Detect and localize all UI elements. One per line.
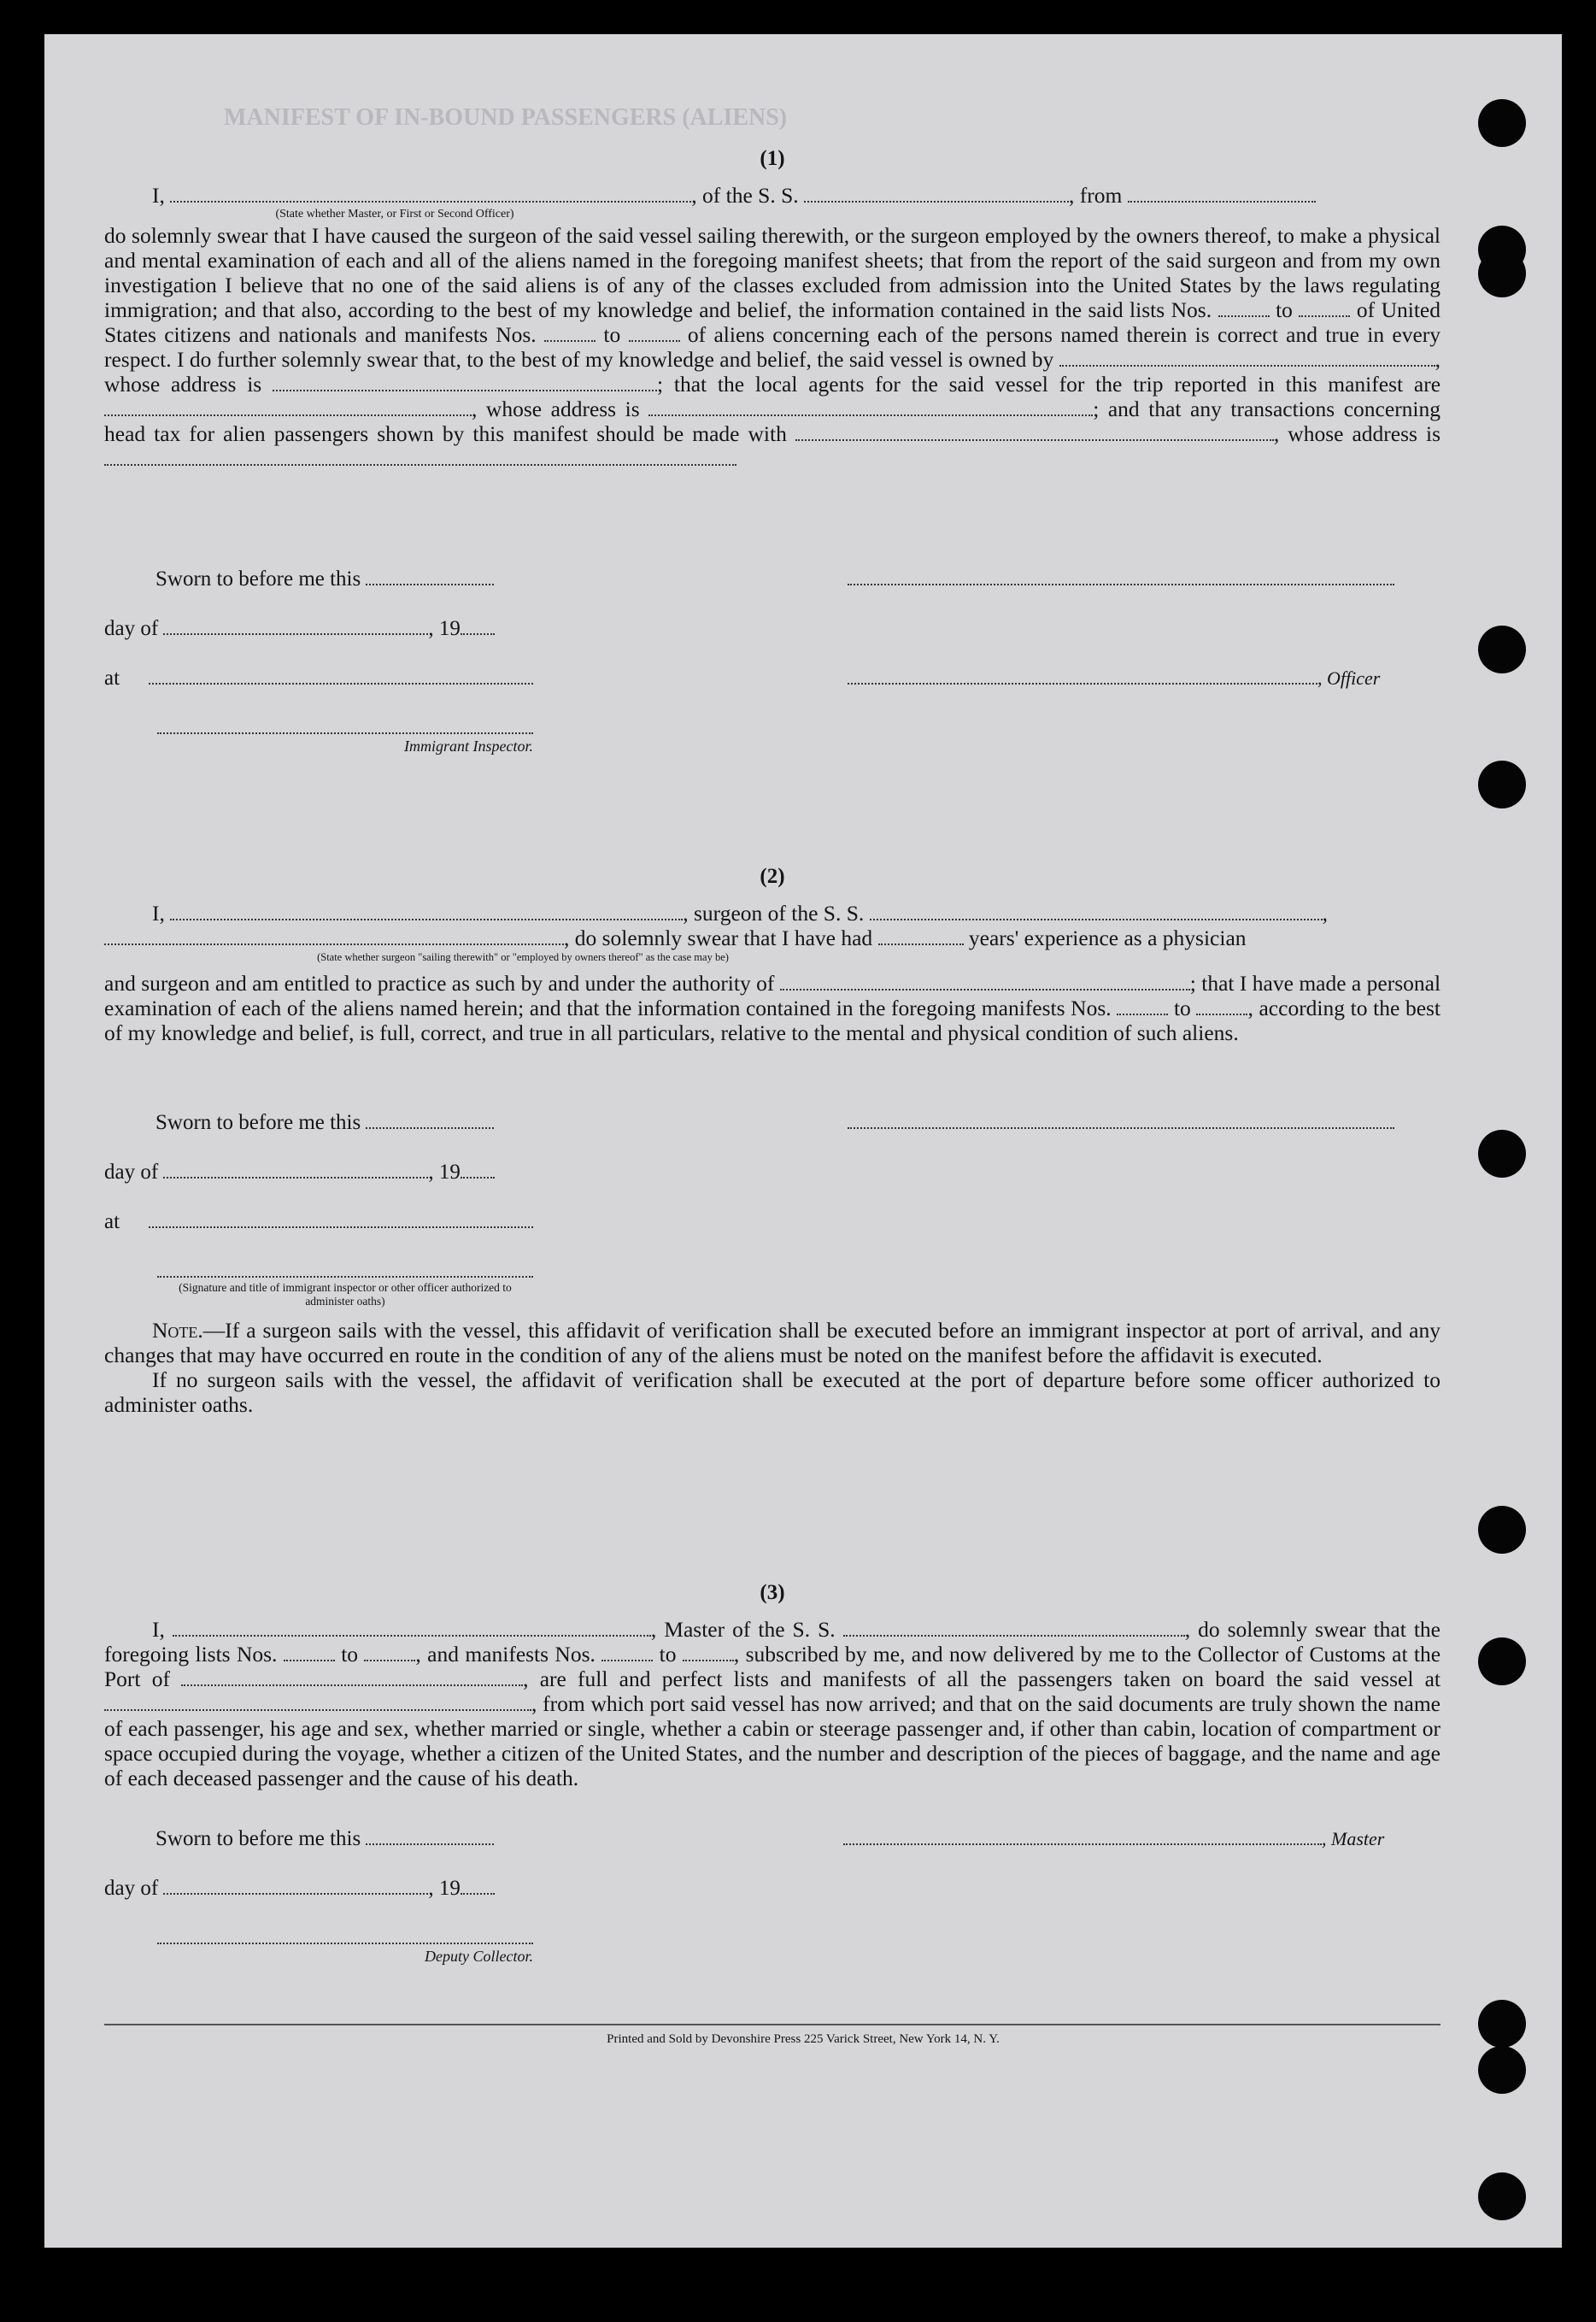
sworn-date-field[interactable] <box>366 1109 494 1129</box>
sworn-date-field[interactable] <box>366 566 494 585</box>
head-tax-address-field[interactable] <box>104 446 736 466</box>
day-field[interactable] <box>163 1159 428 1179</box>
day-of-line: day of , 19 <box>104 1159 495 1185</box>
delivery-lists-to-field[interactable] <box>364 1642 415 1661</box>
punch-hole <box>1478 1637 1526 1685</box>
surgeon-manifests-to-field[interactable] <box>1196 996 1247 1015</box>
lists-from-field[interactable] <box>1218 297 1270 317</box>
punch-hole <box>1478 626 1526 673</box>
sworn-line: Sworn to before me this <box>130 566 494 591</box>
surgeon-status-field[interactable] <box>104 926 564 945</box>
punch-hole <box>1478 1506 1526 1554</box>
section-number: (2) <box>760 865 785 888</box>
signature-caption: (Signature and title of immigrant inspector or other officer authorized to administer oaths) <box>179 1281 512 1308</box>
surgeon-signature-field[interactable] <box>848 1109 1394 1129</box>
affidavit-delivery: (3) I, , Master of the S. S. , do solemnly swear that the foregoing lists Nos. to , and manifests Nos. to , subscribed by me, and now delivered by me to the Collector of Customs at the Port of , are full and perfect lists and manifests of all the passengers taken on board the said vessel at , from which port said vessel has now arrived; and that on the said documents are truly shown the name of each passenger, his age and sex, whether married or single, whether a cabin or steerage passenger and, if other than cabin, location of compartment or space occupied during the voyage, whether a citizen of the United States, and the number and description of the pieces of baggage, and the name and age of each deceased passenger and the cause of his death. <box>104 1581 1441 1790</box>
manifests-from-field[interactable] <box>544 322 596 342</box>
agents-address-field[interactable] <box>648 397 1093 416</box>
agents-field[interactable] <box>104 397 472 416</box>
at-line: at <box>104 1208 533 1234</box>
inspector-caption: Immigrant Inspector. <box>404 738 533 755</box>
officer-name-field[interactable] <box>170 183 691 203</box>
footer-rule <box>104 2024 1441 2025</box>
day-of-line: day of , 19 <box>104 1875 495 1901</box>
day-of-line: day of , 19 <box>104 615 495 641</box>
officer-caption: (State whether Master, or First or Second Officer) <box>275 208 514 220</box>
surgeon-manifests-from-field[interactable] <box>1117 996 1168 1015</box>
punch-hole <box>1478 2046 1526 2094</box>
day-field[interactable] <box>163 1875 428 1895</box>
affidavit-master: (1) I, , of the S. S. , from (State whether Master, or First or Second Officer) do solemnly swear that I have caused the surgeon of the said vessel sailing therewith, or the surgeon employed by the owners thereof, to make a physical and mental examination of each and all of the aliens named in the foregoing manifest sheets; that from the report of the said surgeon and from my own investigation I believe that no one of the said aliens is of any of the classes excluded from admission into the United States by the laws regulating immigration; and that also, according to the best of my knowledge and belief, the information contained in the said lists Nos. to of United States citizens and nationals and manifests Nos. to of aliens concerning each of the persons named therein is correct and true in every respect. I do further solemnly swear that, to the best of my knowledge and belief, the said vessel is owned by , whose address is ; that the local agents for the said vessel for the trip reported in this manifest are , whose address is ; and that any transactions concerning head tax for alien passengers shown by this manifest should be made with , whose address is <box>104 147 1441 471</box>
place-field[interactable] <box>149 1208 533 1228</box>
inspector-signature-field[interactable] <box>157 1258 533 1278</box>
punch-hole <box>1478 761 1526 808</box>
from-port-field[interactable] <box>1128 183 1316 203</box>
master-vessel-field[interactable] <box>843 1617 1185 1637</box>
surgeon-caption: (State whether surgeon "sailing therewith" or "employed by owners thereof" as the case may be) <box>317 951 729 963</box>
port-field[interactable] <box>181 1667 523 1686</box>
master-signature-field[interactable] <box>843 1825 1322 1845</box>
inspector-signature-field[interactable] <box>157 714 533 734</box>
boarded-at-field[interactable] <box>104 1691 531 1711</box>
day-field[interactable] <box>163 615 428 635</box>
delivery-manifests-from-field[interactable] <box>601 1642 653 1661</box>
bleed-through-header: MANIFEST OF IN-BOUND PASSENGERS (ALIENS) <box>224 104 788 131</box>
punch-hole <box>1478 250 1526 297</box>
delivery-manifests-to-field[interactable] <box>683 1642 734 1661</box>
vessel-name-field[interactable] <box>804 183 1069 203</box>
year-field[interactable] <box>461 1875 495 1895</box>
sworn-line: Sworn to before me this <box>130 1109 494 1135</box>
officer-signature-field[interactable] <box>848 566 1394 585</box>
lists-to-field[interactable] <box>1299 297 1350 317</box>
years-field[interactable] <box>878 926 964 945</box>
delivery-lists-from-field[interactable] <box>284 1642 335 1661</box>
owner-field[interactable] <box>1059 347 1435 367</box>
sworn-line: Sworn to before me this <box>130 1825 494 1851</box>
officer-title-field[interactable] <box>848 665 1317 685</box>
punch-hole <box>1478 1130 1526 1178</box>
sworn-date-field[interactable] <box>366 1825 494 1845</box>
collector-signature-field[interactable] <box>157 1925 533 1944</box>
year-field[interactable] <box>461 615 495 635</box>
note-block: Note.—If a surgeon sails with the vessel, this affidavit of verification shall be executed before an immigrant inspector at port of arrival, and any changes that may have occurred en route in the condition of any of the aliens must be noted on the manifest before the affidavit is executed. If no surgeon sails with the vessel, the affidavit of verification shall be executed at the port of departure before some officer authorized to administer oaths. <box>104 1318 1441 1417</box>
at-line: at <box>104 665 533 691</box>
surgeon-name-field[interactable] <box>170 901 683 920</box>
owner-address-field[interactable] <box>273 372 657 391</box>
form-sheet: MANIFEST OF IN-BOUND PASSENGERS (ALIENS) (1) I, , of the S. S. , from (State whether Master, or First or Second Officer) do solemnly swear that I have caused the surgeon of the said vessel sailing therewith, or the surgeon employed by the owners thereof, to make a physical and mental examination of each and all of the aliens named in the foregoing manifest sheets; that from the report of the said surgeon and from my own investigation I believe that no one of the said aliens is of any of the classes excluded from admission into the United States by the laws regulating immigration; and that also, according to the best of my knowledge and belief, the information contained in the said lists Nos. to of United States citizens and nationals and manifests Nos. to of aliens concerning each of the persons named therein is correct and true in every respect. I do further solemnly swear that, to the best of my knowledge and belief, the said vessel is owned by , whose address is ; that the local agents for the said vessel for the trip reported in this manifest are , whose address is ; and that any transactions concerning head tax for alien passengers shown by this manifest should be made with , whose address is Sworn to before me this day of , 19 at , Officer Immigrant Inspector. (2) I, , surgeon of the S. S. , , do solemnly swear that I have had years' experience as a physician (State whether surgeon "sailing therewith" or "employed by owners thereof" as the case may be) and surgeon and am entitled to practice as such by and under the authority of ; that I have made a personal examination of each of the aliens named herein; and that the information contained in the foregoing manifests Nos. to , according to the best of my knowledge and belief, is full, correct, and true in all particulars, relative to the mental and physical condition of such aliens. Sworn to before me this day of , 19 at (Signature and title of immigrant inspector or other officer authorized to administer oaths) Note.—If a surgeon sails with the vessel, this affidavit of verification shall be executed before an immigrant inspector at port of arrival, and any changes that may have occurred en route in the condition of any of the aliens must be noted on the manifest before the affidavit is executed. If no surgeon sails with the vessel, the affidavit of verification shall be executed at the port of departure before some officer authorized to administer oaths. (3) I, , Master of the S. S. , do solemnly swear that the foregoing lists Nos. to , and manifests Nos. to , subscribed by me, and now delivered by me to the Collector of Customs at the Port of , are full and perfect lists and manifests of all the passengers taken on board the said vessel at , from which port said vessel has now arrived; and that on the said documents are truly shown the name of each passenger, his age and sex, whether married or single, whether a cabin or steerage passenger and, if other than cabin, location of compartment or space occupied during the voyage, whether a citizen of the United States, and the number and description of the pieces of baggage, and the name and age of each deceased passenger and the cause of his death. Sworn to before me this , Master day of , 19 Deputy Collector. Printed and Sold by Devonshire Press 225 Varick Street, New York 14, N. Y. <box>44 34 1562 2248</box>
manifests-to-field[interactable] <box>629 322 680 342</box>
punch-hole <box>1478 2172 1526 2220</box>
section-number: (3) <box>760 1581 785 1604</box>
section-number: (1) <box>760 147 785 170</box>
head-tax-contact-field[interactable] <box>795 421 1274 441</box>
punch-hole <box>1478 99 1526 147</box>
surgeon-vessel-field[interactable] <box>870 901 1323 920</box>
printer-imprint: Printed and Sold by Devonshire Press 225 Varick Street, New York 14, N. Y. <box>607 2032 1000 2046</box>
authority-field[interactable] <box>780 971 1190 991</box>
collector-caption: Deputy Collector. <box>425 1948 533 1965</box>
master-name-field[interactable] <box>173 1617 651 1637</box>
affidavit-surgeon: (2) I, , surgeon of the S. S. , , do solemnly swear that I have had years' experience as a physician (State whether surgeon "sailing therewith" or "employed by owners thereof" as the case may be) and surgeon and am entitled to practice as such by and under the authority of ; that I have made a personal examination of each of the aliens named herein; and that the information contained in the foregoing manifests Nos. to , according to the best of my knowledge and belief, is full, correct, and true in all particulars, relative to the mental and physical condition of such aliens. <box>104 865 1441 1045</box>
place-field[interactable] <box>149 665 533 685</box>
year-field[interactable] <box>461 1159 495 1179</box>
